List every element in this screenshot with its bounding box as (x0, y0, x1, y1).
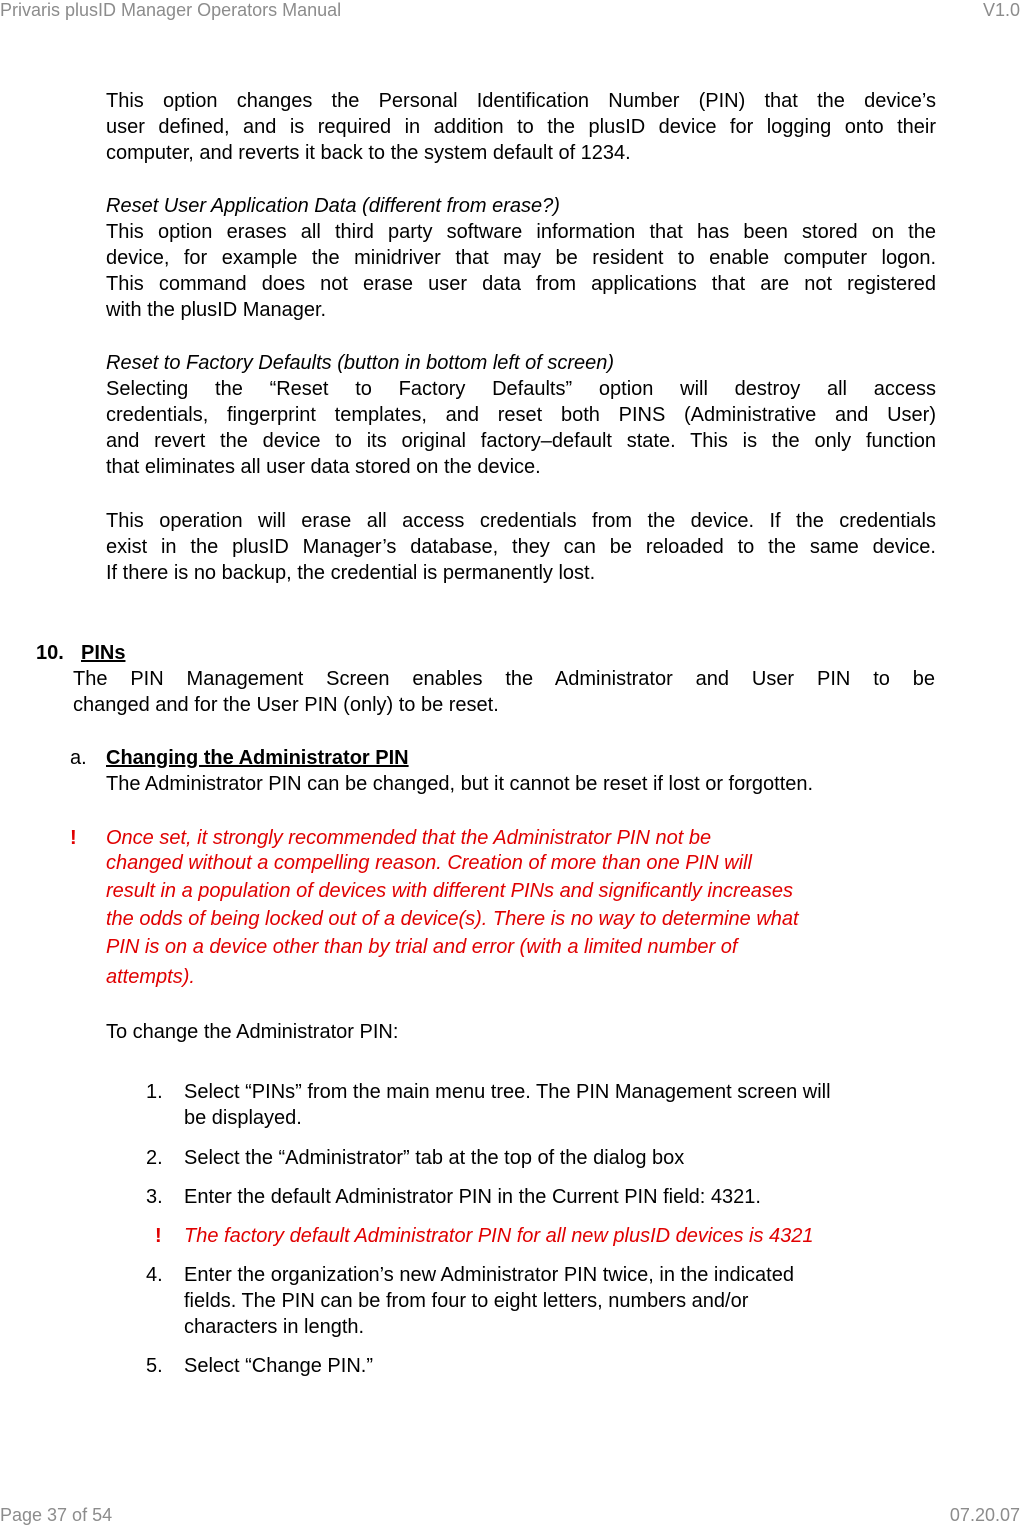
step-3-number: 3. (146, 1186, 163, 1208)
reset-factory-line-3: and revert the device to its original factory–default state. This is the only function (106, 430, 936, 452)
reset-factory-line-2: credentials, fingerprint templates, and reset both PINS (Administrative and User) (106, 404, 936, 426)
step-3-line-1: Enter the default Administrator PIN in the Current PIN field: 4321. (184, 1186, 761, 1208)
footer-date: 07.20.07 (949, 1505, 1020, 1525)
step-4-line-2: fields. The PIN can be from four to eight letters, numbers and/or (184, 1290, 749, 1312)
header-version: V1.0 (982, 0, 1020, 20)
reset-app-data-heading: Reset User Application Data (different from erase?) (106, 195, 560, 217)
section-10-line-1: The PIN Management Screen enables the Administrator and User PIN to be (73, 668, 935, 690)
reset-app-data-line-2: device, for example the minidriver that may be resident to enable computer logon. (106, 247, 936, 269)
subsection-a-letter: a. (70, 747, 87, 769)
step-4-line-1: Enter the organization’s new Administrator PIN twice, in the indicated (184, 1264, 794, 1286)
caution-line-5: PIN is on a device other than by trial and error (with a limited number of (106, 936, 738, 958)
step-4-number: 4. (146, 1264, 163, 1286)
step-2-number: 2. (146, 1147, 163, 1169)
section-10-line-2: changed and for the User PIN (only) to be reset. (73, 694, 499, 716)
pin-reset-line-1: This option changes the Personal Identification Number (PIN) that the device’s (106, 90, 936, 112)
reset-factory-warning-line-3: If there is no backup, the credential is permanently lost. (106, 562, 596, 584)
reset-factory-warning-line-1: This operation will erase all access credentials from the device. If the credentials (106, 510, 936, 532)
reset-factory-line-4: that eliminates all user data stored on the device. (106, 456, 541, 478)
step-4-line-3: characters in length. (184, 1316, 365, 1338)
caution-exclamation-icon: ! (70, 827, 77, 849)
reset-factory-warning-line-2: exist in the plusID Manager’s database, they can be reloaded to the same device. (106, 536, 936, 558)
step-2-line-1: Select the “Administrator” tab at the top of the dialog box (184, 1147, 685, 1169)
steps-intro: To change the Administrator PIN: (106, 1021, 399, 1043)
footer-page-number: Page 37 of 54 (0, 1505, 113, 1525)
step-5-number: 5. (146, 1355, 163, 1377)
caution-line-3: result in a population of devices with different PINs and significantly increases (106, 880, 794, 902)
pin-reset-line-2: user defined, and is required in addition to the plusID device for logging onto their (106, 116, 936, 138)
caution-line-4: the odds of being locked out of a device(s). There is no way to determine what (106, 908, 799, 930)
reset-factory-heading: Reset to Factory Defaults (button in bottom left of screen) (106, 352, 615, 374)
step-5-line-1: Select “Change PIN.” (184, 1355, 373, 1377)
header-title: Privaris plusID Manager Operators Manual (0, 0, 342, 20)
section-10-number: 10. (36, 642, 64, 664)
reset-app-data-line-3: This command does not erase user data from applications that are not registered (106, 273, 936, 295)
step-1-number: 1. (146, 1081, 163, 1103)
reset-app-data-line-1: This option erases all third party software information that has been stored on the (106, 221, 936, 243)
caution-line-6: attempts). (106, 966, 195, 988)
caution-line-1: Once set, it strongly recommended that the Administrator PIN not be (106, 827, 712, 849)
step-note-exclamation-icon: ! (155, 1225, 162, 1247)
step-1-line-2: be displayed. (184, 1107, 302, 1129)
section-10-title: PINs (81, 642, 126, 664)
reset-app-data-line-4: with the plusID Manager. (106, 299, 327, 321)
step-note-text: The factory default Administrator PIN for all new plusID devices is 4321 (184, 1225, 814, 1247)
subsection-a-title: Changing the Administrator PIN (106, 747, 409, 769)
step-1-line-1: Select “PINs” from the main menu tree. The PIN Management screen will (184, 1081, 831, 1103)
subsection-a-text: The Administrator PIN can be changed, but it cannot be reset if lost or forgotten. (106, 773, 814, 795)
caution-line-2: changed without a compelling reason. Creation of more than one PIN will (106, 852, 752, 874)
pin-reset-line-3: computer, and reverts it back to the system default of 1234. (106, 142, 631, 164)
reset-factory-line-1: Selecting the “Reset to Factory Defaults” option will destroy all access (106, 378, 936, 400)
